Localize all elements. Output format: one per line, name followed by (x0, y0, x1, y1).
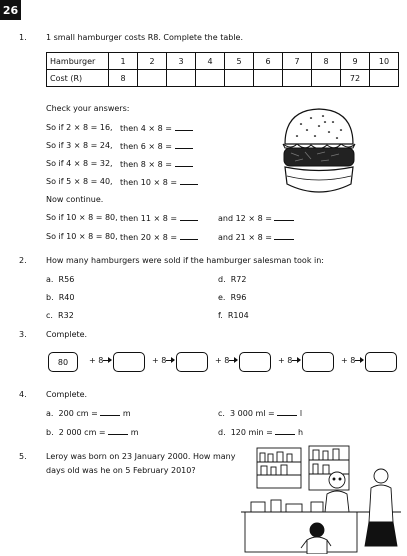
check-line: So if 4 × 8 = 32, (46, 159, 113, 168)
arrow (355, 360, 363, 361)
sequence-answer-box[interactable] (176, 352, 208, 372)
q5-line1: Leroy was born on 23 January 2000. How many (46, 452, 236, 461)
answer-blank[interactable] (180, 232, 198, 240)
arrow (166, 360, 174, 361)
continue-line-right: and 12 × 8 = (218, 213, 294, 223)
arrow (229, 360, 237, 361)
q2-prompt: How many hamburgers were sold if the hamburger salesman took in: (46, 256, 324, 265)
answer-blank[interactable] (180, 177, 198, 185)
shop-illustration (241, 442, 401, 554)
table-cost-cell[interactable]: 72 (341, 70, 370, 87)
table-cost-cell[interactable]: 8 (109, 70, 138, 87)
q1-prompt: 1 small hamburger costs R8. Complete the table. (46, 33, 243, 42)
continue-line: So if 10 × 8 = 80, (46, 213, 118, 222)
answer-blank[interactable] (100, 408, 120, 416)
check-line: So if 2 × 8 = 16, (46, 123, 113, 132)
table-header-cell: 9 (341, 53, 370, 70)
table-header-cell: 5 (225, 53, 254, 70)
answer-blank[interactable] (175, 159, 193, 167)
q4-prompt: Complete. (46, 390, 88, 399)
check-line-right: then 6 × 8 = (120, 141, 193, 151)
step-label: + 8 (278, 356, 293, 365)
q4-number: 4. (19, 390, 27, 399)
table-header-cell: 10 (370, 53, 399, 70)
table-row-label: Hamburger (47, 53, 109, 70)
table-cost-cell[interactable] (312, 70, 341, 87)
q2-number: 2. (19, 256, 27, 265)
check-line-right: then 10 × 8 = (120, 177, 198, 187)
table-cost-cell[interactable] (196, 70, 225, 87)
continue-line-mid: then 11 × 8 = (120, 213, 198, 223)
q2-option: e. R96 (218, 293, 247, 302)
table-cost-cell[interactable] (283, 70, 312, 87)
table-header-cell: 6 (254, 53, 283, 70)
check-line-right: then 4 × 8 = (120, 123, 193, 133)
continue-label: Now continue. (46, 195, 104, 204)
answer-blank[interactable] (274, 213, 294, 221)
step-label: + 8 (89, 356, 104, 365)
answer-blank[interactable] (175, 141, 193, 149)
table-header-cell: 7 (283, 53, 312, 70)
sequence-answer-box[interactable] (113, 352, 145, 372)
hamburger-cost-table (46, 52, 399, 87)
page-number: 26 (0, 0, 21, 20)
table-header-cell: 1 (109, 53, 138, 70)
sequence-answer-box[interactable] (302, 352, 334, 372)
q2-option: b. R40 (46, 293, 75, 302)
table-cost-cell[interactable] (138, 70, 167, 87)
continue-line: So if 10 × 8 = 80, (46, 232, 118, 241)
step-label: + 8 (341, 356, 356, 365)
table-cost-cell[interactable] (254, 70, 283, 87)
arrow (292, 360, 300, 361)
q5-number: 5. (19, 452, 27, 461)
table-cost-cell[interactable] (370, 70, 399, 87)
q5-line2: days old was he on 5 February 2010? (46, 466, 196, 475)
sequence-answer-box[interactable] (239, 352, 271, 372)
answer-blank[interactable] (277, 408, 297, 416)
arrow (103, 360, 111, 361)
table-row-hamburger (47, 53, 399, 70)
table-row-cost (47, 70, 399, 87)
q3-number: 3. (19, 330, 27, 339)
check-line: So if 5 × 8 = 40, (46, 177, 113, 186)
continue-line-right: and 21 × 8 = (218, 232, 294, 242)
hamburger-illustration (281, 104, 357, 200)
q2-option: d. R72 (218, 275, 247, 284)
q2-option: f. R104 (218, 311, 249, 320)
check-line-right: then 8 × 8 = (120, 159, 193, 169)
q3-prompt: Complete. (46, 330, 88, 339)
check-answers-label: Check your answers: (46, 104, 130, 113)
answer-blank[interactable] (275, 427, 295, 435)
table-header-cell: 8 (312, 53, 341, 70)
table-row-label: Cost (R) (47, 70, 109, 87)
q2-option: c. R32 (46, 311, 74, 320)
answer-blank[interactable] (108, 427, 128, 435)
table-header-cell: 3 (167, 53, 196, 70)
table-cost-cell[interactable] (167, 70, 196, 87)
answer-blank[interactable] (274, 232, 294, 240)
q1-number: 1. (19, 33, 27, 42)
q4-item: d. 120 min = h (218, 428, 304, 437)
check-line: So if 3 × 8 = 24, (46, 141, 113, 150)
q4-item: c. 3 000 ml = l (218, 409, 303, 418)
table-cost-cell[interactable] (225, 70, 254, 87)
answer-blank[interactable] (175, 123, 193, 131)
continue-line-mid: then 20 × 8 = (120, 232, 198, 242)
q2-option: a. R56 (46, 275, 75, 284)
q4-item: b. 2 000 cm = m (46, 428, 139, 437)
step-label: + 8 (215, 356, 230, 365)
answer-blank[interactable] (180, 213, 198, 221)
q4-item: a. 200 cm = m (46, 409, 131, 418)
sequence-answer-box[interactable] (365, 352, 397, 372)
table-header-cell: 4 (196, 53, 225, 70)
sequence-start-box: 80 (48, 352, 78, 372)
table-header-cell: 2 (138, 53, 167, 70)
step-label: + 8 (152, 356, 167, 365)
